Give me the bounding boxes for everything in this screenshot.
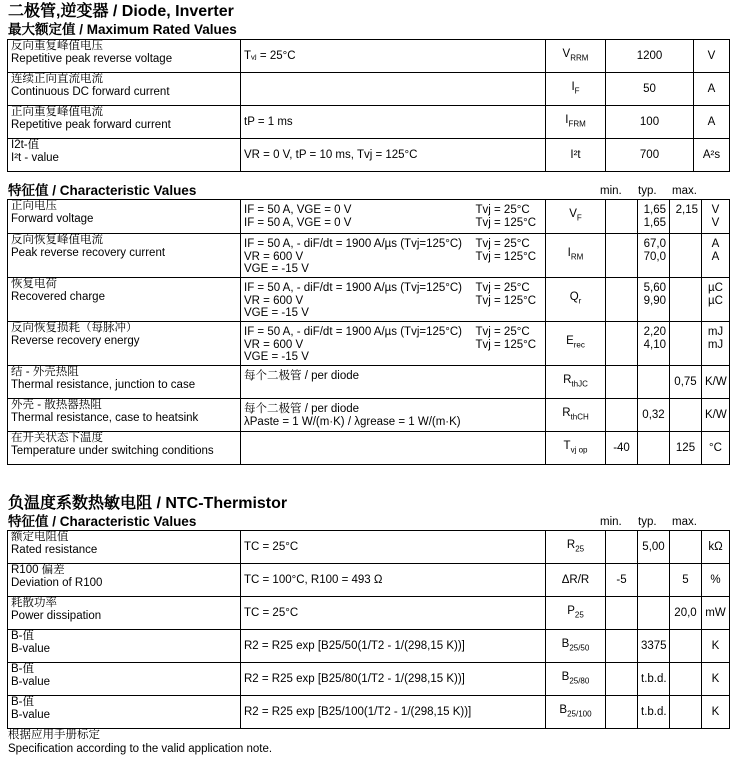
typ-value: [638, 322, 670, 366]
typ-value: [638, 564, 670, 597]
ntc-col-header-typ: typ.: [638, 516, 657, 528]
param-name: [8, 322, 241, 366]
param-name-en: Thermal resistance, case to heatsink: [11, 411, 199, 424]
param-name-zh: 外壳 - 散热器热阻: [11, 399, 102, 411]
param-name-en: Forward voltage: [11, 212, 94, 225]
conditions: Tᵥⱼ = 25°C: [241, 40, 546, 73]
temperature-line: Tvj = 25°C: [475, 282, 530, 294]
conditions: [241, 322, 473, 366]
symbol: B: [561, 670, 570, 683]
ntc-col-header-min: min.: [600, 516, 622, 528]
typ-line: 0,32: [642, 408, 665, 421]
table-row: [8, 73, 730, 106]
symbol-cell: [546, 366, 606, 399]
table-row: [8, 531, 730, 564]
condition-line: VR = 600 V: [244, 294, 304, 307]
col-header-min: min.: [600, 185, 622, 197]
symbol-subscript: RRM: [570, 52, 589, 62]
heading-max-rated: 最大额定值 / Maximum Rated Values: [8, 22, 237, 37]
symbol-subscript: F: [574, 85, 580, 95]
conditions: [241, 278, 473, 322]
conditions: [241, 234, 473, 278]
min-value: [606, 663, 638, 696]
table-row: [8, 278, 730, 322]
table-row: [8, 234, 730, 278]
param-name-en: Thermal resistance, junction to case: [11, 378, 196, 391]
heading-ntc-char-values: 特征值 / Characteristic Values: [8, 514, 197, 529]
param-name: [8, 278, 241, 322]
unit: [702, 200, 730, 234]
param-name-zh: 连续正向直流电流: [11, 73, 103, 85]
typ-line: 2,20: [643, 326, 666, 338]
heading-char-values: 特征值 / Characteristic Values: [8, 183, 197, 198]
symbol: T: [563, 439, 571, 452]
symbol-cell: [546, 696, 606, 729]
unit: [702, 432, 730, 465]
typ-value: 5,00: [638, 531, 670, 564]
symbol: R: [563, 373, 572, 386]
symbol-cell: [546, 630, 606, 663]
temperature-line: Tvj = 125°C: [475, 338, 537, 351]
symbol-subscript: 25: [575, 543, 585, 553]
param-name-zh: 正向电压: [11, 200, 57, 212]
symbol-cell: [546, 73, 606, 106]
min-value: [606, 322, 638, 366]
table-row: [8, 40, 730, 73]
param-name-zh: 结 - 外壳热阻: [11, 366, 79, 378]
table-row: [8, 106, 730, 139]
param-name-zh: 正向重复峰值电流: [11, 106, 103, 118]
unit-line: A: [711, 238, 720, 250]
unit: [702, 234, 730, 278]
symbol: I: [571, 80, 575, 93]
param-name: [8, 432, 241, 465]
characteristic-table: [7, 199, 730, 465]
min-value: [606, 200, 638, 234]
param-name: [8, 40, 241, 73]
typ-value: [638, 432, 670, 465]
footnote-zh: 根据应用手册标定: [8, 729, 100, 741]
max-value: [670, 234, 702, 278]
max-rated-table: [7, 39, 730, 172]
temperature: [473, 432, 546, 465]
symbol: P: [567, 604, 575, 617]
typ-line: 5,60: [643, 282, 666, 294]
symbol: B: [559, 703, 568, 716]
condition-line: VR = 600 V: [244, 338, 304, 351]
max-value: [670, 531, 702, 564]
max-value: [670, 432, 702, 465]
max-value: [670, 278, 702, 322]
symbol-subscript: F: [576, 213, 582, 223]
unit: V: [694, 40, 730, 73]
min-value: [606, 366, 638, 399]
symbol-cell: [546, 663, 606, 696]
unit-line: mJ: [707, 326, 724, 338]
symbol-subscript: thCH: [570, 411, 589, 421]
param-name: [8, 663, 241, 696]
conditions: VR = 0 V, tP = 10 ms, Tvj = 125°C: [241, 139, 546, 172]
max-line: 2,15: [675, 204, 698, 216]
symbol: R: [566, 538, 576, 551]
typ-value: [638, 597, 670, 630]
condition-line: 每个二极管 / per diode: [244, 370, 360, 382]
table-row: [8, 366, 730, 399]
symbol-cell: [546, 139, 606, 172]
unit: kΩ: [702, 531, 730, 564]
table-row: [8, 432, 730, 465]
max-value: [670, 696, 702, 729]
temperature: [473, 278, 546, 322]
min-value: [606, 278, 638, 322]
symbol-cell: [546, 531, 606, 564]
section-title-ntc: 负温度系数热敏电阻 / NTC-Thermistor: [8, 495, 288, 512]
param-name-en: B-value: [11, 675, 50, 688]
param-name-en: Temperature under switching conditions: [11, 444, 214, 457]
param-name-zh: 耗散功率: [11, 597, 57, 609]
table-row: [8, 139, 730, 172]
param-name-en: Repetitive peak forward current: [11, 118, 171, 131]
conditions: [241, 73, 546, 106]
temperature: [473, 366, 546, 399]
unit: [702, 399, 730, 432]
unit: [702, 278, 730, 322]
param-name-zh: 恢复电荷: [11, 278, 57, 290]
param-name-en: Deviation of R100: [11, 576, 103, 589]
col-header-max: max.: [672, 185, 697, 197]
table-row: [8, 399, 730, 432]
typ-value: t.b.d.: [638, 696, 670, 729]
symbol: I²t: [570, 148, 581, 161]
max-value: [670, 399, 702, 432]
param-name: [8, 531, 241, 564]
unit-line: mJ: [707, 338, 724, 351]
unit: %: [702, 564, 730, 597]
param-name: [8, 73, 241, 106]
symbol-subscript: 25/80: [569, 675, 590, 685]
min-value: [606, 696, 638, 729]
typ-value: t.b.d.: [638, 663, 670, 696]
param-name-en: B-value: [11, 642, 50, 655]
condition-line: IF = 50 A, VGE = 0 V: [244, 204, 352, 216]
conditions: R2 = R25 exp [B25/80(1/T2 - 1/(298,15 K))]: [241, 663, 546, 696]
typ-value: [638, 200, 670, 234]
conditions: TC = 25°C: [241, 597, 546, 630]
param-name: [8, 630, 241, 663]
symbol: V: [569, 208, 577, 221]
condition-line: λPaste = 1 W/(m·K) / λgrease = 1 W/(m·K): [244, 415, 461, 428]
symbol-cell: [546, 40, 606, 73]
symbol: V: [562, 47, 571, 60]
unit: A²s: [694, 139, 730, 172]
condition-line: VGE = -15 V: [244, 263, 309, 275]
param-name-en: Reverse recovery energy: [11, 334, 140, 347]
max-line: 125: [675, 441, 696, 454]
param-name-zh: B-值: [11, 696, 34, 708]
unit-line: K/W: [705, 408, 727, 421]
param-name-en: B-value: [11, 708, 50, 721]
symbol-cell: [546, 322, 606, 366]
conditions: [241, 366, 473, 399]
symbol-cell: [546, 597, 606, 630]
conditions: [241, 200, 473, 234]
param-name-zh: 反向恢复峰值电流: [11, 234, 103, 246]
param-name-zh: 在开关状态下温度: [11, 432, 103, 444]
symbol-subscript: thJC: [571, 378, 588, 388]
param-name-zh: I2t-值: [11, 139, 40, 151]
symbol-subscript: FRM: [568, 118, 586, 128]
table-row: [8, 630, 730, 663]
col-header-typ: typ.: [638, 185, 657, 197]
param-name-zh: 反向恢复损耗（每脉冲）: [11, 322, 138, 334]
max-value: [670, 366, 702, 399]
symbol-cell: [546, 234, 606, 278]
symbol: Q: [569, 291, 579, 304]
param-name: [8, 564, 241, 597]
symbol: R: [562, 406, 571, 419]
table-row: [8, 696, 730, 729]
symbol-subscript: rec: [573, 340, 585, 350]
temperature-line: Tvj = 125°C: [475, 216, 537, 229]
temperature-line: Tvj = 125°C: [475, 294, 537, 307]
table-row: [8, 564, 730, 597]
min-value: [606, 597, 638, 630]
unit-line: V: [711, 204, 720, 216]
condition-line: IF = 50 A, VGE = 0 V: [244, 216, 352, 229]
max-value: [670, 322, 702, 366]
value: 50: [606, 73, 694, 106]
unit-line: K/W: [705, 375, 727, 388]
unit-line: µC: [708, 282, 723, 294]
param-name: [8, 139, 241, 172]
symbol-subscript: vj op: [570, 444, 588, 454]
value: 1200: [606, 40, 694, 73]
min-value: -5: [606, 564, 638, 597]
typ-value: [638, 278, 670, 322]
param-name-zh: R100 偏差: [11, 564, 65, 576]
symbol-cell: [546, 106, 606, 139]
table-row: [8, 663, 730, 696]
param-name-en: Continuous DC forward current: [11, 85, 170, 98]
temperature: [473, 200, 546, 234]
temperature-line: Tvj = 125°C: [475, 250, 537, 263]
unit-line: °C: [709, 441, 722, 454]
param-name: [8, 366, 241, 399]
table-row: [8, 322, 730, 366]
typ-value: [638, 399, 670, 432]
param-name-zh: B-值: [11, 630, 34, 642]
unit: K: [702, 630, 730, 663]
symbol: I: [567, 247, 571, 260]
min-value: [606, 399, 638, 432]
param-name: [8, 597, 241, 630]
typ-line: 67,0: [643, 238, 666, 250]
unit: [702, 366, 730, 399]
value: 700: [606, 139, 694, 172]
max-value: [670, 630, 702, 663]
condition-line: IF = 50 A, - diF/dt = 1900 A/µs (Tvj=125°C): [244, 326, 463, 338]
param-name: [8, 200, 241, 234]
temperature-line: Tvj = 25°C: [475, 238, 530, 250]
value: 100: [606, 106, 694, 139]
condition-line: VGE = -15 V: [244, 307, 309, 319]
conditions: [241, 399, 473, 432]
typ-value: 3375: [638, 630, 670, 663]
symbol-cell: [546, 200, 606, 234]
max-value: [670, 200, 702, 234]
param-name: [8, 696, 241, 729]
unit: K: [702, 663, 730, 696]
conditions: R2 = R25 exp [B25/50(1/T2 - 1/(298,15 K))]: [241, 630, 546, 663]
min-value: -40: [606, 432, 638, 465]
symbol-cell: [546, 399, 606, 432]
temperature-line: Tvj = 25°C: [475, 326, 530, 338]
table-row: [8, 597, 730, 630]
unit: mW: [702, 597, 730, 630]
conditions: R2 = R25 exp [B25/100(1/T2 - 1/(298,15 K))]: [241, 696, 546, 729]
min-value: [606, 630, 638, 663]
param-name-en: Rated resistance: [11, 543, 98, 556]
typ-line: 1,65: [643, 216, 666, 229]
temperature: [473, 399, 546, 432]
param-name-en: Recovered charge: [11, 290, 105, 303]
symbol-cell: [546, 278, 606, 322]
symbol-subscript: 25: [574, 609, 584, 619]
section-title-diode: 二极管,逆变器 / Diode, Inverter: [8, 3, 234, 20]
temperature-line: Tvj = 25°C: [475, 204, 530, 216]
param-name-zh: B-值: [11, 663, 34, 675]
param-name: [8, 106, 241, 139]
symbol-cell: [546, 564, 606, 597]
unit: K: [702, 696, 730, 729]
symbol-cell: [546, 432, 606, 465]
param-name-en: Peak reverse recovery current: [11, 246, 166, 259]
param-name: [8, 234, 241, 278]
max-value: 5: [670, 564, 702, 597]
unit-line: µC: [708, 294, 723, 307]
condition-line: VR = 600 V: [244, 250, 304, 263]
condition-line: IF = 50 A, - diF/dt = 1900 A/µs (Tvj=125°C): [244, 238, 463, 250]
conditions: tP = 1 ms: [241, 106, 546, 139]
conditions: TC = 25°C: [241, 531, 546, 564]
unit-line: V: [711, 216, 720, 229]
param-name: [8, 399, 241, 432]
conditions: [241, 432, 473, 465]
footnote-en: Specification according to the valid application note.: [8, 743, 273, 755]
param-name-en: I²t - value: [11, 151, 59, 164]
min-value: [606, 531, 638, 564]
typ-line: 9,90: [643, 294, 666, 307]
typ-line: 1,65: [643, 204, 666, 216]
typ-line: 4,10: [643, 338, 666, 351]
typ-value: [638, 234, 670, 278]
unit-line: A: [711, 250, 720, 263]
max-value: [670, 663, 702, 696]
param-name-zh: 额定电阻值: [11, 531, 69, 543]
param-name-en: Repetitive peak reverse voltage: [11, 52, 173, 65]
ntc-col-header-max: max.: [672, 516, 697, 528]
symbol-subscript: r: [578, 296, 582, 306]
symbol: I: [565, 113, 569, 126]
unit: A: [694, 106, 730, 139]
condition-line: IF = 50 A, - diF/dt = 1900 A/µs (Tvj=125°C): [244, 282, 463, 294]
symbol-subscript: 25/50: [569, 642, 590, 652]
param-name-en: Power dissipation: [11, 609, 102, 622]
temperature: [473, 234, 546, 278]
unit: [702, 322, 730, 366]
symbol: E: [566, 335, 574, 348]
symbol-subscript: RM: [570, 252, 584, 262]
param-name-zh: 反向重复峰值电压: [11, 40, 103, 52]
conditions: TC = 100°C, R100 = 493 Ω: [241, 564, 546, 597]
max-line: 0,75: [674, 375, 697, 388]
table-row: [8, 200, 730, 234]
symbol-subscript: 25/100: [567, 708, 592, 718]
unit: A: [694, 73, 730, 106]
max-value: 20,0: [670, 597, 702, 630]
min-value: [606, 234, 638, 278]
condition-line: 每个二极管 / per diode: [244, 403, 360, 415]
condition-line: VGE = -15 V: [244, 351, 309, 363]
symbol: ΔR/R: [561, 573, 590, 586]
temperature: [473, 322, 546, 366]
ntc-table: [7, 530, 730, 729]
typ-value: [638, 366, 670, 399]
typ-line: 70,0: [643, 250, 666, 263]
symbol: B: [561, 637, 570, 650]
